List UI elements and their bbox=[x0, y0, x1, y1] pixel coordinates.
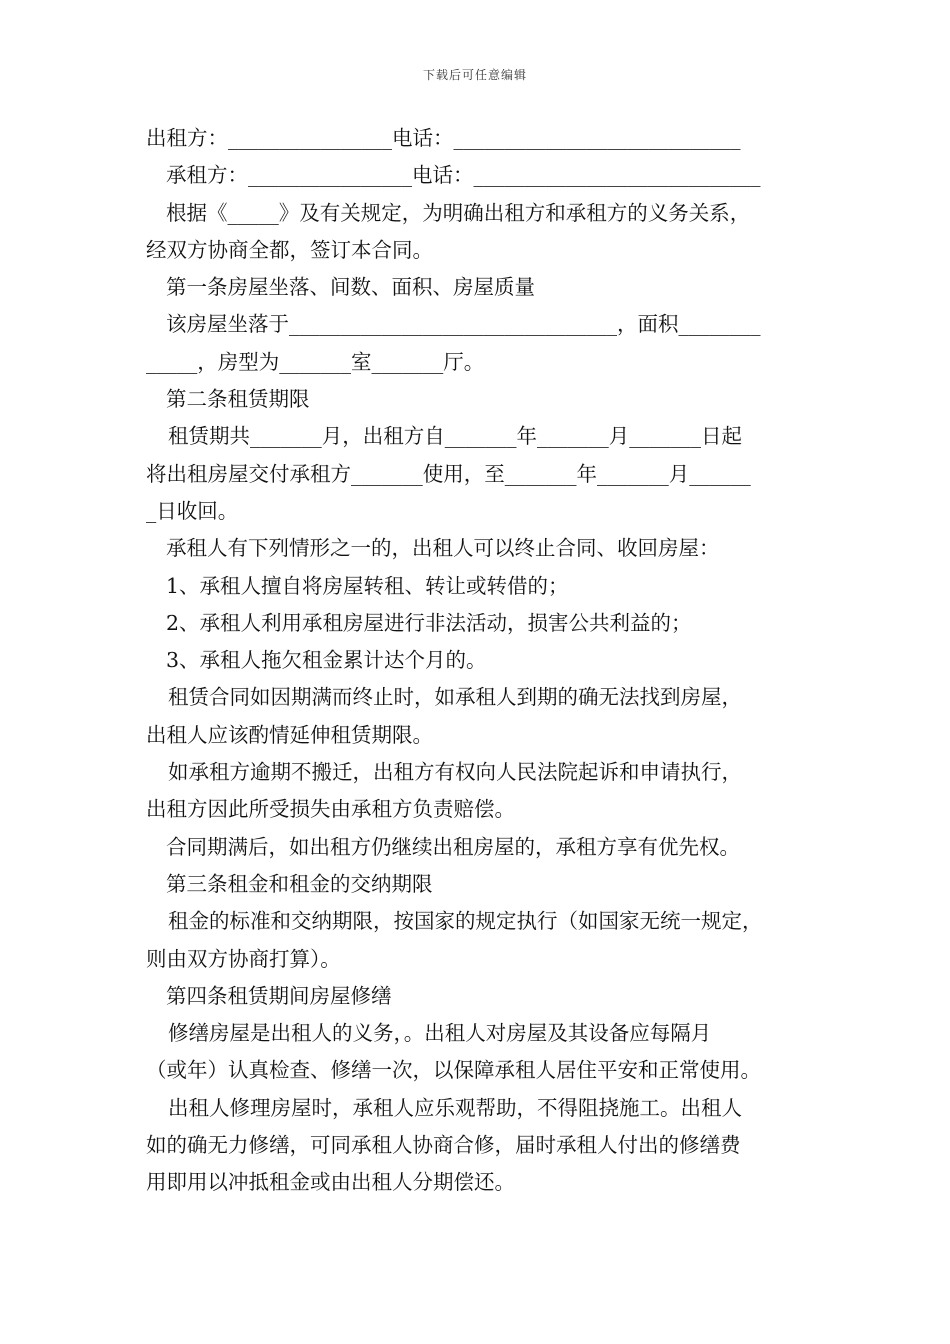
paragraph-line: 出租方因此所受损失由承租方负责赔偿。 bbox=[146, 797, 515, 822]
paragraph-line: 承租人有下列情形之一的，出租人可以终止合同、收回房屋： bbox=[166, 536, 720, 561]
lessee-line: 承租方：________________电话：____________________________ bbox=[166, 163, 761, 188]
paragraph-line: 合同期满后，如出租方仍继续出租房屋的，承租方享有优先权。 bbox=[166, 834, 740, 859]
paragraph-line: 租金的标准和交纳期限，按国家的规定执行（如国家无统一规定， bbox=[168, 909, 763, 934]
section-heading: 第三条租金和租金的交纳期限 bbox=[166, 871, 433, 896]
paragraph-line: 出租人修理房屋时，承租人应乐观帮助，不得阻挠施工。出租人 bbox=[168, 1095, 742, 1120]
paragraph-line: 如承租方逾期不搬迁，出租方有权向人民法院起诉和申请执行， bbox=[168, 760, 742, 785]
lessor-line: 出租方：________________电话：____________________________ bbox=[146, 126, 741, 150]
paragraph-line: 租赁期共_______月，出租方自_______年_______月_______日起 bbox=[168, 424, 742, 449]
section-heading: 第一条房屋坐落、间数、面积、房屋质量 bbox=[166, 275, 535, 300]
contract-body bbox=[146, 120, 826, 1202]
paragraph-line: 该房屋坐落于________________________________，面积________ bbox=[166, 312, 761, 337]
paragraph-line: （或年）认真检查、修缮一次，以保障承租人居住平安和正常使用。 bbox=[146, 1058, 761, 1083]
paragraph-line: 如的确无力修缮，可同承租人协商合修，届时承租人付出的修缮费 bbox=[146, 1133, 741, 1158]
paragraph-line: 修缮房屋是出租人的义务，。出租人对房屋及其设备应每隔月 bbox=[168, 1021, 712, 1046]
section-heading: 第四条租赁期间房屋修缮 bbox=[166, 983, 392, 1008]
paragraph-line: 出租人应该酌情延伸租赁期限。 bbox=[146, 722, 433, 747]
paragraph-line: _日收回。 bbox=[146, 498, 239, 523]
paragraph-line: 经双方协商全都，签订本合同。 bbox=[146, 237, 433, 262]
list-item: 1、承租人擅自将房屋转租、转让或转借的； bbox=[166, 573, 569, 598]
list-item: 2、承租人利用承租房屋进行非法活动，损害公共利益的； bbox=[166, 610, 692, 635]
paragraph-line: _____，房型为_______室_______厅。 bbox=[146, 349, 485, 374]
paragraph-line: 则由双方协商打算）。 bbox=[146, 946, 341, 971]
list-item: 3、承租人拖欠租金累计达个月的。 bbox=[166, 648, 487, 673]
paragraph-line: 租赁合同如因期满而终止时，如承租人到期的确无法找到房屋， bbox=[168, 685, 742, 710]
header-note: 下载后可任意编辑 bbox=[422, 68, 527, 82]
paragraph-line: 根据《_____》及有关规定，为明确出租方和承租方的义务关系， bbox=[166, 200, 751, 225]
paragraph-line: 用即用以冲抵租金或由出租人分期偿还。 bbox=[146, 1170, 515, 1195]
section-heading: 第二条租赁期限 bbox=[166, 387, 310, 412]
paragraph-line: 将出租房屋交付承租方_______使用，至_______年_______月______ bbox=[146, 461, 751, 486]
